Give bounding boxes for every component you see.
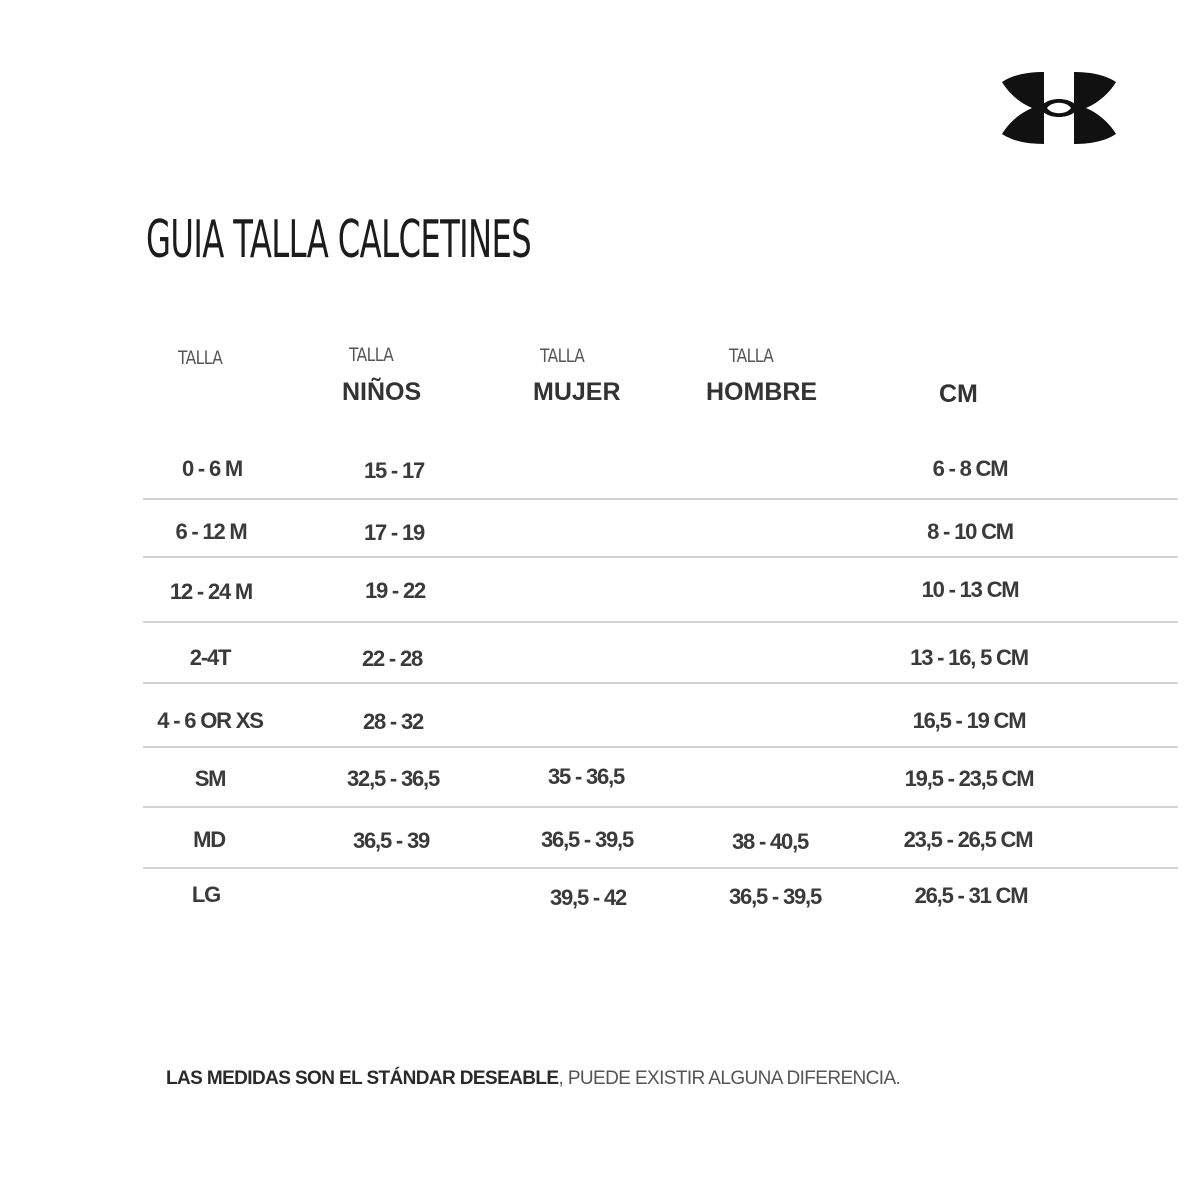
row-divider: [143, 746, 1178, 748]
cell-talla: 2-4T: [189, 645, 231, 670]
cell-ninos: 32,5 - 36,5: [347, 766, 439, 791]
row-divider: [143, 621, 1178, 623]
cell-talla: 4 - 6 OR XS: [157, 708, 263, 733]
column-header-mujer: MUJER: [533, 378, 621, 406]
cell-cm: 8 - 10 CM: [927, 519, 1013, 544]
cell-ninos: 15 - 17: [363, 458, 425, 483]
cell-talla: 12 - 24 M: [169, 579, 253, 604]
disclaimer-note: [166, 1068, 900, 1090]
cell-cm: 19,5 - 23,5 CM: [904, 766, 1034, 791]
cell-talla: MD: [193, 827, 225, 852]
under-armour-logo-icon: [1000, 72, 1118, 144]
cell-hombre: 36,5 - 39,5: [729, 884, 821, 909]
row-divider: [143, 556, 1178, 558]
row-divider: [143, 806, 1178, 808]
disclaimer-strong: LAS MEDIDAS SON EL STÁNDAR DESEABLE: [166, 1068, 559, 1089]
row-divider: [143, 682, 1178, 684]
page-title: GUIA TALLA CALCETINES: [146, 210, 532, 270]
column-header-ninos-top: TALLA: [349, 344, 394, 366]
cell-cm: 16,5 - 19 CM: [912, 708, 1026, 733]
row-divider: [143, 867, 1178, 869]
cell-talla: 0 - 6 M: [181, 456, 243, 481]
cell-talla: LG: [191, 882, 221, 907]
cell-cm: 23,5 - 26,5 CM: [903, 827, 1033, 852]
column-header-hombre-top: TALLA: [729, 345, 774, 367]
cell-talla: 6 - 12 M: [175, 519, 247, 544]
column-header-ninos: NIÑOS: [342, 378, 422, 406]
column-header-cm: CM: [939, 380, 978, 408]
cell-ninos: 17 - 19: [363, 520, 425, 545]
cell-ninos: 28 - 32: [362, 709, 424, 734]
cell-mujer: 39,5 - 42: [549, 885, 627, 910]
cell-ninos: 19 - 22: [364, 578, 426, 603]
cell-hombre: 38 - 40,5: [731, 829, 809, 854]
cell-cm: 13 - 16, 5 CM: [910, 645, 1028, 670]
cell-cm: 10 - 13 CM: [921, 577, 1019, 602]
cell-cm: 26,5 - 31 CM: [914, 883, 1028, 908]
cell-talla: SM: [194, 766, 226, 791]
cell-cm: 6 - 8 CM: [932, 456, 1008, 481]
cell-ninos: 22 - 28: [361, 646, 423, 671]
column-header-hombre: HOMBRE: [706, 378, 818, 406]
cell-mujer: 36,5 - 39,5: [541, 827, 633, 852]
disclaimer-light: , PUEDE EXISTIR ALGUNA DIFERENCIA.: [558, 1068, 901, 1089]
column-header-talla: TALLA: [178, 347, 223, 369]
row-divider: [143, 498, 1178, 500]
cell-mujer: 35 - 36,5: [547, 764, 625, 789]
column-header-mujer-top: TALLA: [540, 345, 585, 367]
cell-ninos: 36,5 - 39: [352, 828, 430, 853]
